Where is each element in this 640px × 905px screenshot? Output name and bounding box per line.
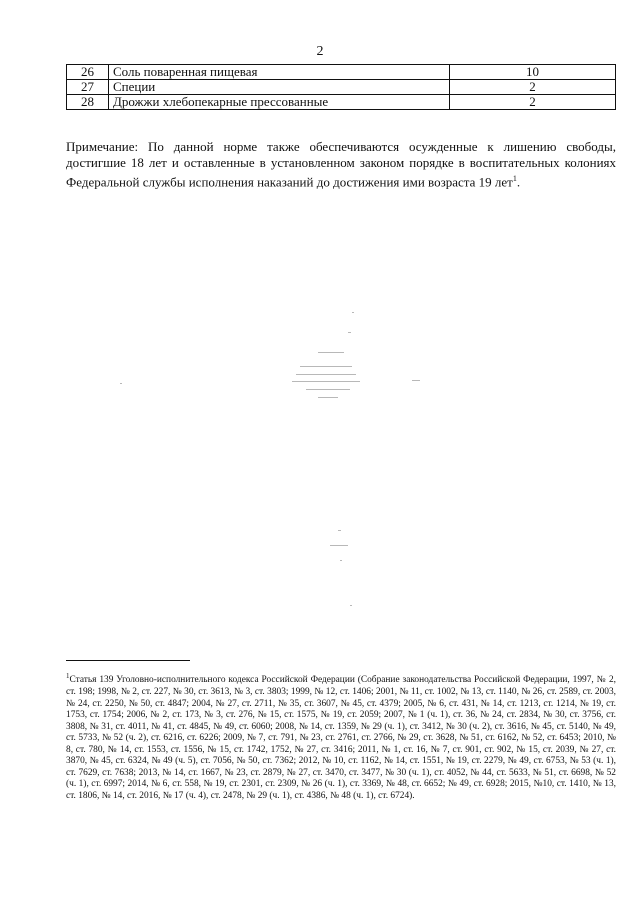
row-number: 27 bbox=[67, 80, 109, 95]
item-quantity: 2 bbox=[450, 80, 616, 95]
item-quantity: 10 bbox=[450, 65, 616, 80]
row-number: 28 bbox=[67, 95, 109, 110]
item-quantity: 2 bbox=[450, 95, 616, 110]
footnote-text: Статья 139 Уголовно-исполнительного кодекса Российской Федерации (Собрание законодательства Российской Федерации, 1997, № 2, ст. 198; 1998, № 2, ст. 227, № 30, ст. 3613, № 3, ст. 3803; 1999, № 12, ст. 1406; 2001, № 11, ст. 1002, № 13, ст. 1140, № 26, ст. 2589, ст. 2003, № 24, ст. 2250, № 50, ст. 4847; 2004, № 27, ст. 2711, № 35, ст. 3607, № 45, ст. 4379; 2005, № 6, ст. 431, № 14, ст. 1213, ст. 1214, № 19, ст. 1753, ст. 1754; 2006, № 2, ст. 173, № 3, ст. 276, № 15, ст. 1575, № 19, ст. 2059; 2007, № 1 (ч. 1), ст. 36, № 24, ст. 2834, № 30, ст. 3756, ст. 3808, № 31, ст. 4011, № 41, ст. 4845, № 49, ст. 6060; 2008, № 14, ст. 1359, № 29 (ч. 1), ст. 3412, № 30 (ч. 2), ст. 3616, № 45, ст. 5140, № 49, ст. 5733, № 52 (ч. 2), ст. 6216, ст. 6226; 2009, № 7, ст. 791, № 23, ст. 2761, ст. 2766, № 29, ст. 3628, № 51, ст. 6162, № 52, ст. 6453; 2010, № 8, ст. 780, № 14, ст. 1553, ст. 1556, № 15, ст. 1742, 1752, № 27, ст. 3416; 2011, № 1, ст. 16, № 7, ст. 901, ст. 902, № 15, ст. 2039, № 27, ст. 3870, № 45, ст. 6324, № 49 (ч. 5), ст. 7056, № 50, ст. 7362; 2012, № 10, ст. 1162, № 14, ст. 1551, № 19, ст. 2279, № 49, ст. 6753, № 53 (ч. 1), ст. 7629, ст. 7638; 2013, № 14, ст. 1667, № 23, ст. 2879, № 27, ст. 3470, ст. 3477, № 30 (ч. 1), ст. 4052, № 44, ст. 5633, № 51, ст. 6698, № 52 (ч. 1), ст. 6997; 2014, № 6, ст. 558, № 19, ст. 2301, ст. 2309, № 26 (ч. 1), ст. 3369, № 48, ст. 6652; № 49, ст. 6928; 2015, №10, ст. 1410, № 13, ст. 1806, № 14, ст. 2016, № 17 (ч. 4), ст. 2478, № 29 (ч. 1), ст. 4386, № 48 (ч. 1), ст. 6724). bbox=[66, 675, 616, 801]
footnote bbox=[66, 671, 616, 802]
footnote-reference: 1 bbox=[512, 174, 517, 183]
footnote-marker: 1 bbox=[66, 672, 70, 681]
item-name: Дрожжи хлебопекарные прессованные bbox=[109, 95, 450, 110]
page-number: 2 bbox=[316, 44, 324, 59]
footnote-separator bbox=[66, 660, 190, 661]
item-name: Специи bbox=[109, 80, 450, 95]
row-number: 26 bbox=[67, 65, 109, 80]
note-text: Примечание: По данной норме также обеспечиваются осужденные к лишению свободы, достигшие 18 лет и оставленные в установленном законом порядке в воспитательных колониях Федеральной службы исполнения наказаний до достижения ими возраста 19 лет bbox=[66, 139, 616, 190]
item-name: Соль поваренная пищевая bbox=[109, 65, 450, 80]
note-end: . bbox=[516, 174, 521, 190]
